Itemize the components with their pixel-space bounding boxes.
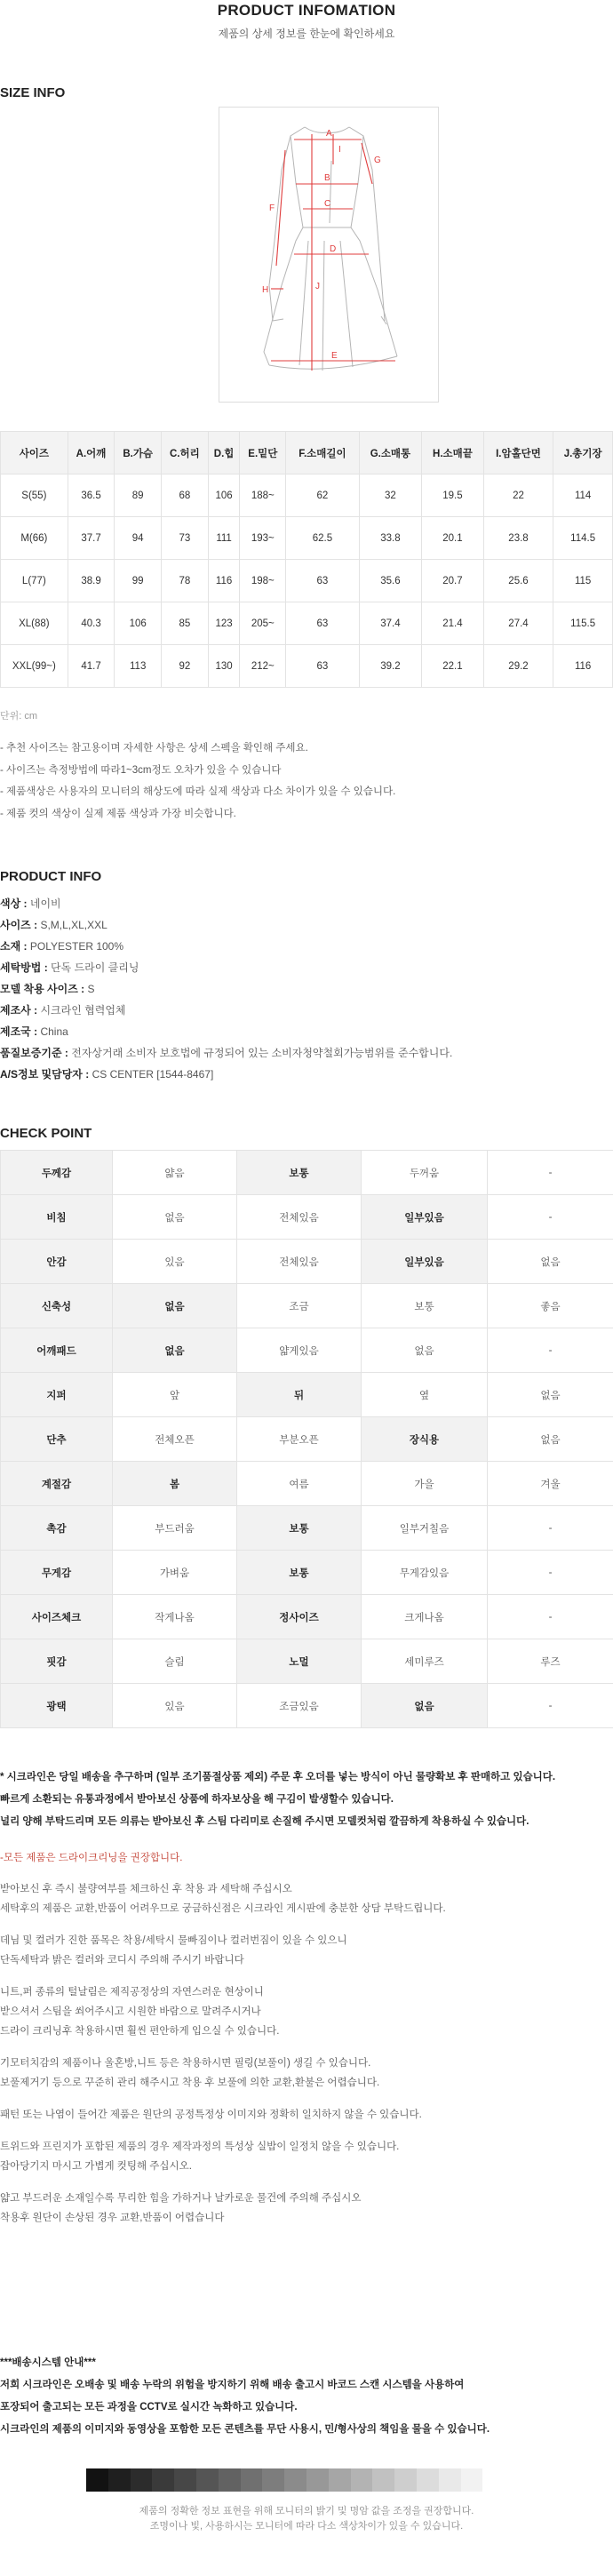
size-value-cell: 21.4 bbox=[422, 602, 484, 645]
check-point-option-selected: 뒤 bbox=[237, 1373, 362, 1417]
check-point-option: 세미루즈 bbox=[362, 1639, 488, 1684]
size-column-header: G.소매통 bbox=[359, 432, 421, 475]
product-info-separator: : bbox=[61, 1047, 72, 1059]
check-point-option: 있음 bbox=[113, 1684, 237, 1728]
product-info-separator: : bbox=[20, 940, 30, 953]
gray-swatch bbox=[241, 2468, 263, 2492]
gray-swatch bbox=[417, 2468, 439, 2492]
size-column-header: A.어깨 bbox=[68, 432, 115, 475]
notice-line: 잡아당기지 마시고 가볍게 컷팅해 주십시오. bbox=[0, 2161, 192, 2172]
check-point-option: - bbox=[488, 1506, 613, 1551]
check-point-row bbox=[1, 1506, 613, 1551]
diagram-label-j: J bbox=[315, 282, 320, 291]
check-point-option: 얇게있음 bbox=[237, 1328, 362, 1373]
product-info-row bbox=[0, 914, 452, 936]
check-point-option: 전체있음 bbox=[237, 1195, 362, 1240]
size-column-header: D.힙 bbox=[208, 432, 240, 475]
size-table bbox=[0, 431, 613, 688]
product-info-row bbox=[0, 957, 452, 978]
product-info-value: S,M,L,XL,XXL bbox=[40, 919, 107, 931]
check-point-label: 어깨패드 bbox=[1, 1328, 113, 1373]
size-row bbox=[1, 602, 613, 645]
size-column-header: 사이즈 bbox=[1, 432, 68, 475]
notice-line: 데님 및 컬러가 진한 품목은 착용/세탁시 물빠짐이나 컬러번짐이 있을 수 있으니 bbox=[0, 1935, 347, 1946]
check-point-option: 겨울 bbox=[488, 1462, 613, 1506]
grayscale-bar bbox=[86, 2468, 482, 2492]
size-value-cell: 106 bbox=[115, 602, 162, 645]
product-info-key: 모델 착용 사이즈 bbox=[0, 983, 78, 995]
check-point-label: 계절감 bbox=[1, 1462, 113, 1506]
gray-swatch bbox=[284, 2468, 306, 2492]
check-point-option-selected: 보통 bbox=[237, 1506, 362, 1551]
size-value-cell: 94 bbox=[115, 517, 162, 560]
size-column-header: F.소매길이 bbox=[286, 432, 360, 475]
size-value-cell: 89 bbox=[115, 475, 162, 517]
delivery-notice bbox=[0, 2352, 490, 2441]
check-point-option: 좋음 bbox=[488, 1284, 613, 1328]
gray-swatch bbox=[152, 2468, 174, 2492]
product-info-key: 색상 bbox=[0, 897, 21, 910]
notice-line: 기모터치감의 제품이나 울혼방,니트 등은 착용하시면 필링(보풀이) 생길 수 있습니다. bbox=[0, 2058, 371, 2069]
size-column-header: C.허리 bbox=[162, 432, 209, 475]
check-point-option-selected: 봄 bbox=[113, 1462, 237, 1506]
size-value-cell: 116 bbox=[208, 560, 240, 602]
size-value-cell: 41.7 bbox=[68, 645, 115, 688]
size-value-cell: 39.2 bbox=[359, 645, 421, 688]
check-point-label: 광택 bbox=[1, 1684, 113, 1728]
size-value-cell: 22.1 bbox=[422, 645, 484, 688]
product-info-separator: : bbox=[30, 1025, 41, 1038]
check-point-option: 무게감있음 bbox=[362, 1551, 488, 1595]
monitor-notice-line: 조명이나 빛, 사용하시는 모니터에 따라 다소 색상차이가 있을 수 있습니다. bbox=[149, 2521, 464, 2532]
size-value-cell: 73 bbox=[162, 517, 209, 560]
size-label-cell: M(66) bbox=[1, 517, 68, 560]
size-column-header: I.암홀단면 bbox=[483, 432, 553, 475]
check-point-option: 크게나옴 bbox=[362, 1595, 488, 1639]
size-value-cell: 113 bbox=[115, 645, 162, 688]
size-value-cell: 114.5 bbox=[553, 517, 613, 560]
product-info-separator: : bbox=[82, 1068, 92, 1081]
size-value-cell: 37.4 bbox=[359, 602, 421, 645]
product-info-separator: : bbox=[30, 1004, 41, 1017]
check-point-label: 두께감 bbox=[1, 1151, 113, 1195]
product-info-value: 네이비 bbox=[29, 897, 61, 910]
size-row bbox=[1, 475, 613, 517]
check-point-table bbox=[0, 1150, 613, 1728]
page-header bbox=[0, 0, 613, 41]
product-info-row bbox=[0, 978, 452, 1000]
check-point-option: 보통 bbox=[362, 1284, 488, 1328]
gray-swatch bbox=[329, 2468, 351, 2492]
notice-line: 단독세탁과 밝은 컬러와 코디시 주의해 주시기 바랍니다 bbox=[0, 1955, 244, 1966]
check-point-option-selected: 보통 bbox=[237, 1551, 362, 1595]
size-value-cell: 116 bbox=[553, 645, 613, 688]
size-value-cell: 205~ bbox=[240, 602, 286, 645]
size-value-cell: 111 bbox=[208, 517, 240, 560]
size-value-cell: 78 bbox=[162, 560, 209, 602]
gray-swatch bbox=[219, 2468, 241, 2492]
gray-swatch bbox=[306, 2468, 329, 2492]
gray-swatch bbox=[262, 2468, 284, 2492]
check-point-label: 사이즈체크 bbox=[1, 1595, 113, 1639]
notice-bold-line: 빠르게 소환되는 유통과정에서 받아보신 상품에 하자보상을 해 구김이 발생할수 있습니다. bbox=[0, 1794, 394, 1805]
product-info-key: 제조국 bbox=[0, 1025, 31, 1038]
check-point-option: 없음 bbox=[113, 1195, 237, 1240]
check-point-option-selected: 일부있음 bbox=[362, 1195, 488, 1240]
product-info-key: 세탁방법 bbox=[0, 961, 42, 974]
check-point-option: 조금있음 bbox=[237, 1684, 362, 1728]
product-info-key: 소재 bbox=[0, 940, 21, 953]
product-info-value: 단독 드라이 클리닝 bbox=[51, 961, 139, 974]
product-info-value: S bbox=[87, 983, 95, 995]
size-value-cell: 20.7 bbox=[422, 560, 484, 602]
notice-line: 보풀제거기 등으로 꾸준히 관리 해주시고 착용 후 보풀에 의한 교환,환불은 어렵습니다. bbox=[0, 2078, 380, 2088]
size-value-cell: 114 bbox=[553, 475, 613, 517]
size-value-cell: 23.8 bbox=[483, 517, 553, 560]
check-point-option: 없음 bbox=[488, 1417, 613, 1462]
gray-swatch bbox=[131, 2468, 153, 2492]
product-info-key: 사이즈 bbox=[0, 919, 31, 931]
product-info-key: 제조사 bbox=[0, 1004, 31, 1017]
product-info-row bbox=[0, 1064, 452, 1085]
check-point-option: 얇음 bbox=[113, 1151, 237, 1195]
product-info-separator: : bbox=[20, 897, 30, 910]
notice-line: 니트,퍼 종류의 털날림은 제직공정상의 자연스러운 현상이니 bbox=[0, 1987, 264, 1998]
check-point-option: - bbox=[488, 1551, 613, 1595]
check-point-label: 단추 bbox=[1, 1417, 113, 1462]
check-point-row bbox=[1, 1240, 613, 1284]
check-point-option-selected: 보통 bbox=[237, 1151, 362, 1195]
check-point-option: - bbox=[488, 1684, 613, 1728]
size-value-cell: 35.6 bbox=[359, 560, 421, 602]
check-point-row bbox=[1, 1551, 613, 1595]
check-point-option-selected: 정사이즈 bbox=[237, 1595, 362, 1639]
size-value-cell: 92 bbox=[162, 645, 209, 688]
check-point-label: 신축성 bbox=[1, 1284, 113, 1328]
size-row bbox=[1, 517, 613, 560]
size-value-cell: 62.5 bbox=[286, 517, 360, 560]
check-point-option: - bbox=[488, 1195, 613, 1240]
gray-swatch bbox=[174, 2468, 196, 2492]
size-value-cell: 32 bbox=[359, 475, 421, 517]
notice-line: 패턴 또는 나염이 들어간 제품은 원단의 공정특정상 이미지와 정확히 일치하지 않을 수 있습니다. bbox=[0, 2109, 422, 2120]
size-value-cell: 123 bbox=[208, 602, 240, 645]
notice-line: 트위드와 프린지가 포함된 제품의 경우 제작과정의 특성상 실밥이 일정치 않을 수 있습니다. bbox=[0, 2141, 400, 2152]
size-note: - 제품색상은 사용자의 모니터의 해상도에 따라 실제 색상과 다소 차이가 있을 수 있습니다. bbox=[0, 786, 396, 797]
product-info-value: China bbox=[40, 1025, 68, 1038]
check-point-option: 두꺼움 bbox=[362, 1151, 488, 1195]
size-label-cell: XL(88) bbox=[1, 602, 68, 645]
check-point-option-selected: 일부있음 bbox=[362, 1240, 488, 1284]
delivery-line: 포장되어 출고되는 모든 과정을 CCTV로 실시간 녹화하고 있습니다. bbox=[0, 2402, 298, 2413]
size-note: - 제품 컷의 색상이 실제 제품 색상과 가장 비슷합니다. bbox=[0, 808, 236, 819]
check-point-label: 지퍼 bbox=[1, 1373, 113, 1417]
size-value-cell: 85 bbox=[162, 602, 209, 645]
diagram-label-h: H bbox=[262, 285, 269, 295]
check-point-option: 없음 bbox=[488, 1373, 613, 1417]
product-info-key: A/S정보 및담당자 bbox=[0, 1068, 83, 1081]
check-point-option: 앞 bbox=[113, 1373, 237, 1417]
gray-swatch bbox=[439, 2468, 461, 2492]
notice-paragraph bbox=[0, 2189, 613, 2228]
check-point-label: 핏감 bbox=[1, 1639, 113, 1684]
page-subtitle: 제품의 상세 정보를 한눈에 확인하세요 bbox=[218, 28, 395, 40]
gray-swatch bbox=[86, 2468, 108, 2492]
check-point-option: 전체있음 bbox=[237, 1240, 362, 1284]
check-point-option: 일부거칠음 bbox=[362, 1506, 488, 1551]
size-label-cell: S(55) bbox=[1, 475, 68, 517]
diagram-label-c: C bbox=[324, 199, 331, 209]
size-value-cell: 40.3 bbox=[68, 602, 115, 645]
product-info-row bbox=[0, 1021, 452, 1042]
check-point-option: 부드러움 bbox=[113, 1506, 237, 1551]
notice-line: 받아보신 후 즉시 불량여부를 체크하신 후 착용 과 세탁해 주십시오 bbox=[0, 1884, 292, 1894]
check-point-label: 무게감 bbox=[1, 1551, 113, 1595]
size-value-cell: 99 bbox=[115, 560, 162, 602]
size-column-header: J.총기장 bbox=[553, 432, 613, 475]
product-info-title: PRODUCT INFO bbox=[0, 869, 102, 884]
check-point-option: 부분오픈 bbox=[237, 1417, 362, 1462]
notice-paragraph bbox=[0, 1931, 613, 1970]
size-value-cell: 106 bbox=[208, 475, 240, 517]
check-point-row bbox=[1, 1595, 613, 1639]
size-row bbox=[1, 645, 613, 688]
size-column-header: H.소매끝 bbox=[422, 432, 484, 475]
size-note: - 사이즈는 측정방법에 따라1~3cm정도 오차가 있을 수 있습니다 bbox=[0, 764, 282, 776]
check-point-label: 비침 bbox=[1, 1195, 113, 1240]
check-point-row bbox=[1, 1462, 613, 1506]
check-point-option-selected: 없음 bbox=[113, 1328, 237, 1373]
check-point-option-selected: 장식용 bbox=[362, 1417, 488, 1462]
size-value-cell: 63 bbox=[286, 602, 360, 645]
product-info-separator: : bbox=[30, 919, 41, 931]
check-point-option: - bbox=[488, 1328, 613, 1373]
size-column-header: E.밑단 bbox=[240, 432, 286, 475]
size-unit: 단위: cm bbox=[0, 711, 38, 722]
notice-paragraph bbox=[0, 1879, 613, 1918]
size-value-cell: 68 bbox=[162, 475, 209, 517]
notice-line: 얇고 부드러운 소재일수록 무리한 힘을 가하거나 날카로운 물건에 주의해 주십시오 bbox=[0, 2193, 362, 2204]
product-info-row bbox=[0, 1000, 452, 1021]
gray-swatch bbox=[108, 2468, 131, 2492]
size-info-title: SIZE INFO bbox=[0, 85, 66, 100]
dress-sketch bbox=[219, 108, 438, 402]
check-point-option: 없음 bbox=[488, 1240, 613, 1284]
gray-swatch bbox=[461, 2468, 483, 2492]
check-point-option-selected: 없음 bbox=[113, 1284, 237, 1328]
check-point-option: 있음 bbox=[113, 1240, 237, 1284]
check-point-row bbox=[1, 1328, 613, 1373]
diagram-label-d: D bbox=[330, 244, 337, 254]
check-point-option-selected: 노멀 bbox=[237, 1639, 362, 1684]
check-point-row bbox=[1, 1373, 613, 1417]
size-value-cell: 38.9 bbox=[68, 560, 115, 602]
size-row bbox=[1, 560, 613, 602]
check-point-row bbox=[1, 1639, 613, 1684]
product-info-row bbox=[0, 893, 452, 914]
size-value-cell: 193~ bbox=[240, 517, 286, 560]
product-info-value: 시크라인 협력업체 bbox=[40, 1004, 126, 1017]
check-point-option: 가을 bbox=[362, 1462, 488, 1506]
size-value-cell: 212~ bbox=[240, 645, 286, 688]
notice-paragraph bbox=[0, 2105, 613, 2125]
size-value-cell: 188~ bbox=[240, 475, 286, 517]
check-point-option: 전체오픈 bbox=[113, 1417, 237, 1462]
check-point-option: - bbox=[488, 1151, 613, 1195]
check-point-label: 안감 bbox=[1, 1240, 113, 1284]
check-point-title: CHECK POINT bbox=[0, 1126, 92, 1141]
size-column-header: B.가슴 bbox=[115, 432, 162, 475]
gray-swatch bbox=[351, 2468, 373, 2492]
product-info-row bbox=[0, 1042, 452, 1064]
size-notes bbox=[0, 738, 395, 825]
notice-line: 받으셔서 스팀을 쐬어주시고 시원한 바람으로 말려주시거나 bbox=[0, 2006, 261, 2017]
size-value-cell: 19.5 bbox=[422, 475, 484, 517]
page-title: PRODUCT INFOMATION bbox=[217, 2, 396, 19]
gray-swatch bbox=[372, 2468, 394, 2492]
diagram-label-a: A bbox=[326, 129, 332, 139]
check-point-row bbox=[1, 1417, 613, 1462]
notice-paragraph bbox=[0, 2054, 613, 2093]
product-info-value: CS CENTER [1544-8467] bbox=[92, 1068, 214, 1081]
size-value-cell: 63 bbox=[286, 560, 360, 602]
size-value-cell: 62 bbox=[286, 475, 360, 517]
gray-swatch bbox=[196, 2468, 219, 2492]
check-point-option: 가벼움 bbox=[113, 1551, 237, 1595]
check-point-option: 옆 bbox=[362, 1373, 488, 1417]
size-value-cell: 33.8 bbox=[359, 517, 421, 560]
product-info-key: 품질보증기준 bbox=[0, 1047, 62, 1059]
diagram-label-e: E bbox=[331, 351, 338, 361]
notice-section bbox=[0, 1767, 613, 2228]
check-point-row bbox=[1, 1284, 613, 1328]
size-table-header-row bbox=[1, 432, 613, 475]
delivery-title: ***배송시스템 안내*** bbox=[0, 2357, 96, 2368]
size-label-cell: L(77) bbox=[1, 560, 68, 602]
product-info-list bbox=[0, 893, 452, 1085]
notice-bold-line: 널리 양해 부탁드리며 모든 의류는 받아보신 후 스팀 다리미로 손질해 주시면 모델컷처럼 깔끔하게 착용하실 수 있습니다. bbox=[0, 1816, 529, 1827]
size-label-cell: XXL(99~) bbox=[1, 645, 68, 688]
dry-cleaning-notice: -모든 제품은 드라이크리닝을 권장합니다. bbox=[0, 1853, 183, 1863]
notice-line: 세탁후의 제품은 교환,반품이 어려우므로 궁금하신점은 시크라인 게시판에 충분한 상담 부탁드립니다. bbox=[0, 1903, 446, 1914]
size-value-cell: 36.5 bbox=[68, 475, 115, 517]
delivery-line: 시크라인의 제품의 이미지와 동영상을 포함한 모든 콘텐츠를 무단 사용시, 민/형사상의 책임을 물을 수 있습니다. bbox=[0, 2424, 490, 2435]
gray-swatch bbox=[394, 2468, 417, 2492]
product-info-row bbox=[0, 936, 452, 957]
size-value-cell: 20.1 bbox=[422, 517, 484, 560]
check-point-label: 촉감 bbox=[1, 1506, 113, 1551]
size-value-cell: 130 bbox=[208, 645, 240, 688]
check-point-option-selected: 없음 bbox=[362, 1684, 488, 1728]
product-info-value: 전자상거래 소비자 보호법에 규정되어 있는 소비자청약철회가능범위를 준수합니다. bbox=[71, 1047, 453, 1059]
check-point-option: 조금 bbox=[237, 1284, 362, 1328]
size-note: - 추천 사이즈는 참고용이며 자세한 사항은 상세 스펙을 확인해 주세요. bbox=[0, 743, 308, 754]
check-point-row bbox=[1, 1151, 613, 1195]
check-point-option: 여름 bbox=[237, 1462, 362, 1506]
check-point-row bbox=[1, 1684, 613, 1728]
check-point-option: - bbox=[488, 1595, 613, 1639]
check-point-option: 작게나옴 bbox=[113, 1595, 237, 1639]
notice-paragraph bbox=[0, 2137, 613, 2176]
notice-bold-line: * 시크라인은 당일 배송을 추구하며 (일부 조기품절상품 제외) 주문 후 오더를 넣는 방식이 아닌 물량확보 후 판매하고 있습니다. bbox=[0, 1772, 556, 1782]
monitor-notice-line: 제품의 정확한 정보 표현을 위해 모니터의 밝기 및 명암 값을 조정을 권장합니다. bbox=[139, 2506, 474, 2516]
size-value-cell: 37.7 bbox=[68, 517, 115, 560]
size-value-cell: 63 bbox=[286, 645, 360, 688]
notice-line: 드라이 크리닝후 착용하시면 훨씬 편안하게 입으실 수 있습니다. bbox=[0, 2026, 280, 2037]
size-value-cell: 25.6 bbox=[483, 560, 553, 602]
diagram-label-b: B bbox=[324, 173, 330, 183]
product-info-value: POLYESTER 100% bbox=[29, 940, 124, 953]
check-point-row bbox=[1, 1195, 613, 1240]
notice-paragraph bbox=[0, 1982, 613, 2041]
size-value-cell: 22 bbox=[483, 475, 553, 517]
product-info-separator: : bbox=[41, 961, 52, 974]
product-info-separator: : bbox=[77, 983, 88, 995]
diagram-label-f: F bbox=[269, 203, 275, 213]
size-value-cell: 115 bbox=[553, 560, 613, 602]
size-value-cell: 27.4 bbox=[483, 602, 553, 645]
size-value-cell: 29.2 bbox=[483, 645, 553, 688]
diagram-label-g: G bbox=[374, 156, 381, 165]
check-point-option: 없음 bbox=[362, 1328, 488, 1373]
notice-line: 착용후 원단이 손상된 경우 교환,반품이 어렵습니다 bbox=[0, 2213, 225, 2223]
size-value-cell: 198~ bbox=[240, 560, 286, 602]
dress-measurement-diagram bbox=[219, 107, 439, 403]
check-point-option: 루즈 bbox=[488, 1639, 613, 1684]
check-point-option: 슬림 bbox=[113, 1639, 237, 1684]
size-value-cell: 115.5 bbox=[553, 602, 613, 645]
monitor-notice bbox=[0, 2504, 613, 2534]
diagram-label-i: I bbox=[338, 145, 341, 155]
delivery-line: 저희 시크라인은 오배송 및 배송 누락의 위험을 방지하기 위해 배송 출고시 바코드 스캔 시스템을 사용하여 bbox=[0, 2380, 465, 2390]
